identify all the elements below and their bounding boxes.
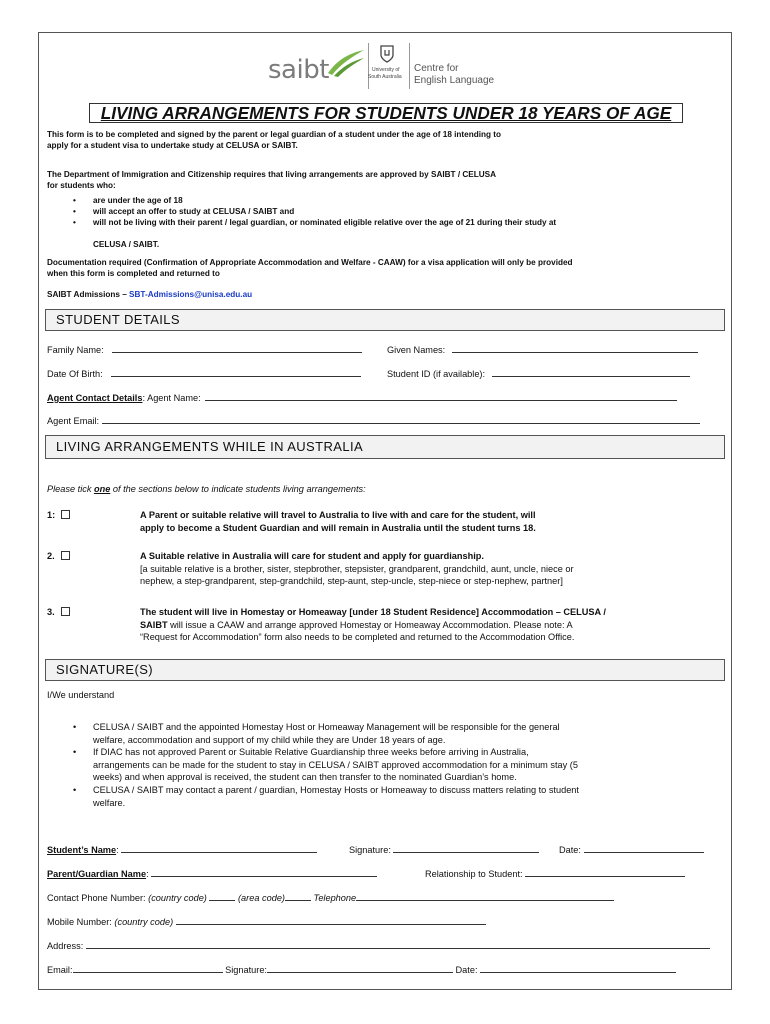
parent-name-label: Parent/Guardian Name — [47, 869, 147, 879]
student-date-field[interactable] — [584, 843, 704, 853]
option-3-label: 3. — [47, 607, 55, 617]
bullet-3-line1: • CELUSA / SAIBT may contact a parent / guardian, Homestay Hosts or Homeaway to discuss matters relating to student — [93, 784, 579, 795]
unisa-line1: University of — [372, 67, 400, 73]
area-code-field[interactable] — [285, 891, 311, 901]
option-1-line1: A Parent or suitable relative will travel to Australia to live with and care for the student, will — [140, 510, 536, 520]
section-student-details: STUDENT DETAILS — [45, 309, 725, 331]
dob-label: Date Of Birth: — [47, 369, 103, 379]
bullet-2-line3: weeks) and when approval is received, the student can then transfer to the nominated Guardian’s home. — [93, 772, 517, 783]
option-1-label: 1: — [47, 510, 56, 520]
living-instructions — [47, 483, 366, 496]
area-code-label: (area code) — [238, 893, 285, 903]
option-3-line1: The student will live in Homestay or Homeaway [under 18 Student Residence] Accommodation – CELUSA / — [140, 607, 606, 617]
unisa-shield-icon — [380, 45, 394, 63]
country-code-field[interactable] — [209, 891, 235, 901]
mobile-country-code-label: (country code) — [114, 917, 174, 927]
intro-bullet: • are under the age of 18 — [93, 195, 723, 206]
student-id-row — [387, 367, 690, 381]
student-name-row — [47, 843, 317, 857]
family-name-row — [47, 343, 362, 357]
option-1-line2: apply to become a Student Guardian and will remain in Australia until the student turns 18. — [140, 522, 536, 533]
student-signature-label: Signature: — [349, 845, 391, 855]
admissions-contact — [47, 289, 252, 300]
logo-divider — [368, 43, 369, 89]
understand-bullet — [93, 784, 723, 809]
given-names-label: Given Names: — [387, 345, 446, 355]
student-name-field[interactable] — [121, 843, 317, 853]
student-id-field[interactable] — [492, 367, 690, 377]
mobile-label: Mobile Number: — [47, 917, 112, 927]
email-field[interactable] — [73, 963, 223, 973]
centre-line2: English Language — [414, 75, 495, 86]
colon: : — [116, 845, 119, 855]
understand-text: I/We understand — [47, 690, 115, 700]
bullet-2-line2: arrangements can be made for the student to stay in CELUSA / SAIBT approved accommodation for a minimum stay (5 — [93, 759, 578, 770]
relationship-label: Relationship to Student: — [425, 869, 523, 879]
intro-bullet: • will not be living with their parent / legal guardian, or nominated eligible relative over the age of 21 during their study at — [93, 217, 723, 228]
student-name-label: Student’s Name — [47, 845, 117, 855]
option-2-text — [140, 550, 725, 588]
mobile-field[interactable] — [176, 915, 486, 925]
understand-bullet — [93, 721, 723, 746]
agent-email-field[interactable] — [102, 414, 700, 424]
logo-divider-2 — [409, 43, 410, 89]
bullet-3-line2: welfare. — [93, 797, 126, 808]
agent-name-label: : Agent Name: — [142, 393, 201, 403]
instr-text-b: of the sections below to indicate students living arrangements: — [110, 484, 366, 494]
option-2-number — [47, 550, 70, 563]
student-date-row — [559, 843, 704, 857]
option-1-text — [140, 509, 725, 534]
option-1-number — [47, 509, 70, 522]
given-names-field[interactable] — [452, 343, 698, 353]
instr-text-a: Please tick — [47, 484, 94, 494]
understand-bullet — [93, 746, 723, 784]
intro-paragraph-2 — [47, 169, 727, 191]
dob-field[interactable] — [111, 367, 361, 377]
option-1-checkbox[interactable] — [61, 510, 70, 519]
mobile-row — [47, 915, 486, 929]
family-name-label: Family Name: — [47, 345, 104, 355]
parent-name-field[interactable] — [151, 867, 377, 877]
option-3-line3: “Request for Accommodation” form also needs to be completed and returned to the Accommodation Office. — [140, 632, 575, 643]
option-2-checkbox[interactable] — [61, 551, 70, 560]
section-signatures: SIGNATURE(S) — [45, 659, 725, 681]
saibt-logo-text: saibt — [268, 55, 329, 85]
colon: : — [146, 869, 149, 879]
agent-name-field[interactable] — [205, 391, 677, 401]
dob-row — [47, 367, 361, 381]
signature2-field[interactable] — [267, 963, 453, 973]
telephone-field[interactable] — [356, 891, 614, 901]
unisa-line2: South Australia — [368, 74, 402, 80]
student-date-label: Date: — [559, 845, 581, 855]
option-2-label: 2. — [47, 551, 55, 561]
option-3-checkbox[interactable] — [61, 607, 70, 616]
signature2-label: Signature: — [225, 965, 267, 975]
intro-p1-line1: This form is to be completed and signed by the parent or legal guardian of a student under the age of 18 intending to — [47, 130, 501, 139]
contact-phone-row — [47, 891, 614, 905]
option-2-line2: [a suitable relative is a brother, sister, stepbrother, stepsister, grandparent, grandchild, aunt, uncle, niece or — [140, 563, 574, 574]
section-living-arrangements: LIVING ARRANGEMENTS WHILE IN AUSTRALIA — [45, 435, 725, 459]
email-label: Email: — [47, 965, 73, 975]
bullet-1-line2: welfare, accommodation and support of my child while they are Under 18 years of age. — [93, 734, 446, 745]
intro-bullets — [93, 195, 723, 228]
address-label: Address: — [47, 941, 84, 951]
form-page — [38, 32, 732, 990]
admissions-label: SAIBT Admissions – — [47, 290, 130, 299]
intro-paragraph-3 — [47, 257, 727, 279]
header-logos — [264, 41, 514, 91]
agent-name-row — [47, 391, 677, 405]
parent-name-row — [47, 867, 377, 881]
student-signature-field[interactable] — [393, 843, 539, 853]
agent-contact-label: Agent Contact Details — [47, 393, 143, 403]
telephone-label: Telephone — [313, 893, 357, 903]
intro-bullet: • will accept an offer to study at CELUSA / SAIBT and — [93, 206, 723, 217]
family-name-field[interactable] — [112, 343, 362, 353]
option-3-saibt: SAIBT — [140, 619, 168, 630]
option-2-line3: nephew, a step-grandparent, step-grandchild, step-aunt, step-uncle, step-niece or step-nephew, partner] — [140, 576, 563, 587]
bullet-1-line1: • CELUSA / SAIBT and the appointed Homestay Host or Homeaway Management will be responsible for the general — [93, 722, 560, 732]
relationship-field[interactable] — [525, 867, 685, 877]
address-row — [47, 939, 710, 953]
agent-email-label: Agent Email: — [47, 416, 100, 426]
agent-email-row — [47, 414, 700, 428]
intro-paragraph-1 — [47, 129, 727, 151]
intro-p3-line2: when this form is completed and returned to — [47, 269, 220, 278]
relationship-row — [425, 867, 685, 881]
intro-p1-line2: apply for a student visa to undertake study at CELUSA or SAIBT. — [47, 141, 298, 150]
intro-p2-line1: The Department of Immigration and Citizenship requires that living arrangements are approved by SAIBT / CELUSA — [47, 170, 497, 179]
option-2-line1: A Suitable relative in Australia will care for student and apply for guardianship. — [140, 551, 484, 561]
centre-line1: Centre for — [414, 63, 459, 74]
page-title: LIVING ARRANGEMENTS FOR STUDENTS UNDER 18 YEARS OF AGE — [89, 103, 683, 123]
understand-bullets — [93, 721, 723, 809]
saibt-swoosh-icon — [326, 47, 366, 79]
instr-one: one — [93, 484, 111, 494]
option-3-line2: will issue a CAAW and arrange approved Homestay or Homeaway Accommodation. Please note: A — [167, 619, 573, 630]
email-row — [47, 963, 676, 977]
date2-field[interactable] — [480, 963, 676, 973]
country-code-label: (country code) — [148, 893, 207, 903]
admissions-email-link[interactable]: SBT-Admissions@unisa.edu.au — [129, 290, 253, 299]
contact-phone-label: Contact Phone Number: — [47, 893, 146, 903]
intro-bullet-continuation: CELUSA / SAIBT. — [93, 240, 160, 249]
option-3-number — [47, 606, 70, 619]
intro-p3-line1: Documentation required (Confirmation of Appropriate Accommodation and Welfare - CAAW) for a visa application will only be provided — [47, 258, 573, 267]
intro-p2-line2: for students who: — [47, 181, 116, 190]
address-field[interactable] — [86, 939, 710, 949]
bullet-2-line1: • If DIAC has not approved Parent or Suitable Relative Guardianship three weeks before arriving in Australia, — [93, 747, 529, 758]
student-signature-row — [349, 843, 539, 857]
option-3-text — [140, 606, 725, 644]
given-names-row — [387, 343, 698, 357]
student-id-label: Student ID (if available): — [387, 369, 486, 379]
date2-label: Date: — [455, 965, 478, 975]
